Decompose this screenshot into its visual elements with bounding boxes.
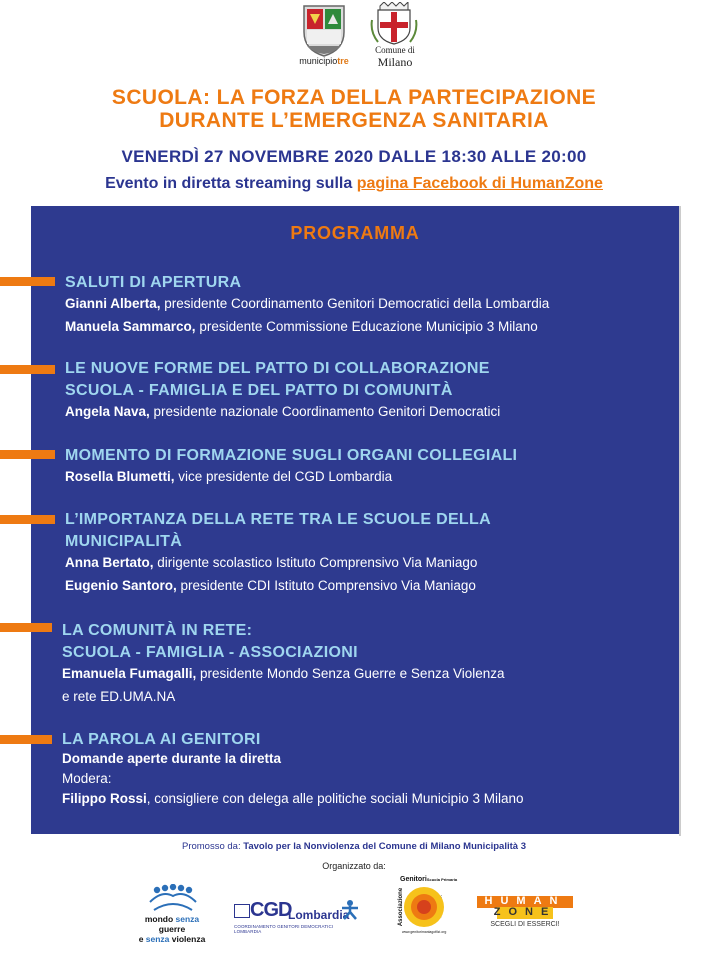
section-marker <box>0 365 55 374</box>
panel-shadow <box>679 206 681 836</box>
program-heading: PROGRAMMA <box>290 223 420 243</box>
section-marker <box>0 623 52 632</box>
municipio-caption: municipiotre <box>299 56 349 66</box>
speaker-line: Emanuela Fumagalli, presidente Mondo Senza Guerre e Senza Violenza <box>62 666 505 681</box>
section-title: SALUTI DI APERTURA <box>65 274 242 291</box>
section-title: LE NUOVE FORME DEL PATTO DI COLLABORAZIONE SCUOLA - FAMIGLIA E DEL PATTO DI COMUNITÀ <box>65 360 490 399</box>
star-figure-icon <box>340 900 360 920</box>
speaker-line: Filippo Rossi, consigliere con delega alle politiche sociali Municipio 3 Milano <box>62 791 524 806</box>
speaker-line: Angela Nava, presidente nazionale Coordinamento Genitori Democratici <box>65 404 501 419</box>
speaker-line: Manuela Sammarco, presidente Commissione Educazione Municipio 3 Milano <box>65 319 538 334</box>
speaker-line: Gianni Alberta, presidente Coordinamento Genitori Democratici della Lombardia <box>65 296 550 311</box>
event-title-line1: SCUOLA: LA FORZA DELLA PARTECIPAZIONE <box>111 86 597 109</box>
promoted-by: Promosso da: Tavolo per la Nonviolenza del Comune di Milano Municipalità 3 <box>181 841 526 852</box>
section-marker <box>0 735 52 744</box>
facebook-page-link[interactable]: pagina Facebook di HumanZone <box>356 175 603 192</box>
section-title: LA COMUNITÀ IN RETE: SCUOLA - FAMIGLIA - ASSOCIAZIONI <box>62 622 358 661</box>
cgd-lombardia-logo: CGD Lombardia COORDINAMENTO GENITORI DEMOCRATICI LOMBARDIA <box>234 902 358 936</box>
speaker-line: Rosella Blumetti, vice presidente del CGD Lombardia <box>65 469 393 484</box>
organized-by: Organizzato da: <box>322 861 386 871</box>
event-date: VENERDÌ 27 NOVEMBRE 2020 DALLE 18:30 ALLE 20:00 <box>121 147 587 166</box>
speaker-line: e rete ED.UMA.NA <box>62 689 176 704</box>
associazione-genitori-logo: GenitoriScuola Primaria Associazione www.genitorimaniagofilzi.org <box>398 876 458 934</box>
speaker-line: Modera: <box>62 771 112 786</box>
speaker-line: Domande aperte durante la diretta <box>62 751 282 766</box>
section-title: L’IMPORTANZA DELLA RETE TRA LE SCUOLE DELLA MUNICIPALITÀ <box>65 511 491 550</box>
milano-caption: Comune di Milano <box>375 45 415 69</box>
section-marker <box>0 450 55 459</box>
section-marker <box>0 515 55 524</box>
section-marker <box>0 277 55 286</box>
section-title: LA PAROLA AI GENITORI <box>62 731 261 748</box>
humanzone-logo: HUMAN ZONE SCEGLI DI ESSERCI! <box>477 896 573 936</box>
event-title-line2: DURANTE L’EMERGENZA SANITARIA <box>159 109 549 132</box>
section-title: MOMENTO DI FORMAZIONE SUGLI ORGANI COLLEGIALI <box>65 447 518 464</box>
stream-info <box>0 175 708 193</box>
stream-prefix: Evento in diretta streaming sulla <box>105 175 357 192</box>
speaker-line: Eugenio Santoro, presidente CDI Istituto Comprensivo Via Maniago <box>65 578 476 593</box>
mondo-senza-guerre-logo: mondo senza guerre e senza violenza <box>132 884 212 938</box>
speaker-line: Anna Bertato, dirigente scolastico Istituto Comprensivo Via Maniago <box>65 555 478 570</box>
sun-icon <box>402 885 446 929</box>
